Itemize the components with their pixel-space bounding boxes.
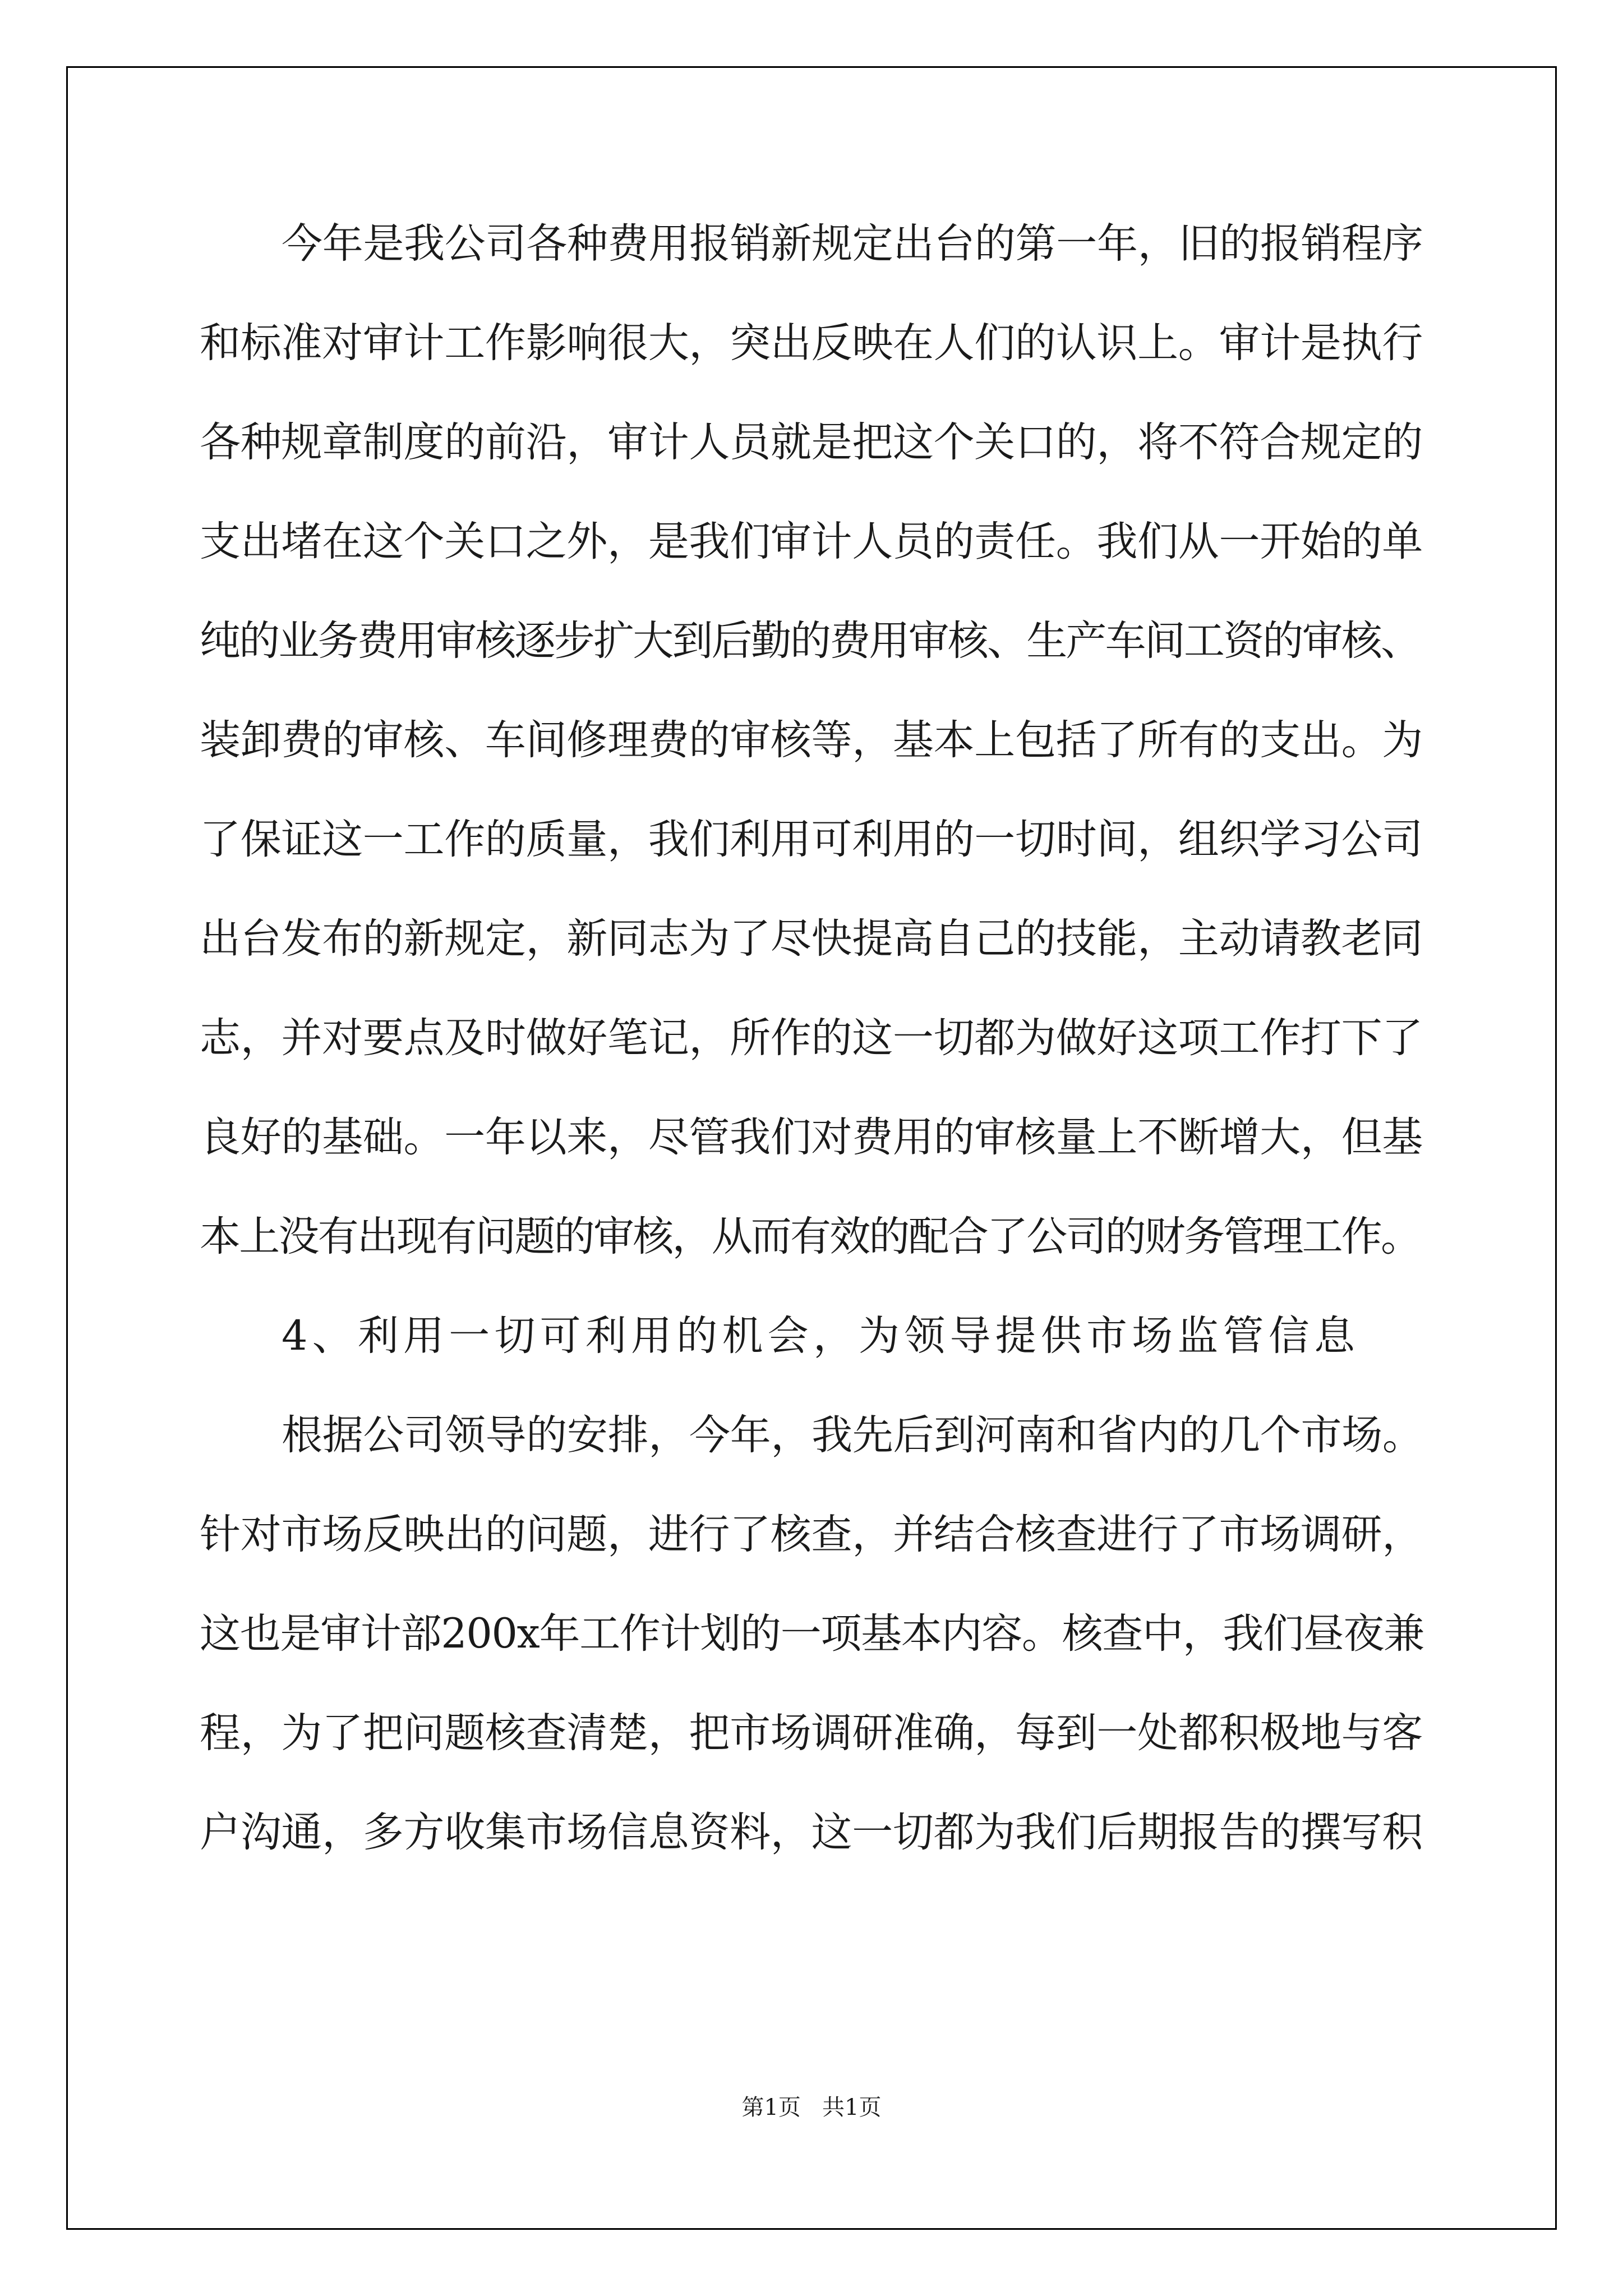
text-line-8: 出台发布的新规定，新同志为了尽快提高自己的技能，主动请教老同 <box>200 915 1423 963</box>
text-line-6: 装卸费的审核、车间修理费的审核等，基本上包括了所有的支出。为 <box>200 716 1423 764</box>
text-line-2: 和标准对审计工作影响很大，突出反映在人们的认识上。审计是执行 <box>200 319 1423 367</box>
text-line-1: 今年是我公司各种费用报销新规定出台的第一年，旧的报销程序 <box>282 220 1423 268</box>
text-line-3: 各种规章制度的前沿，审计人员就是把这个关口的，将不符合规定的 <box>200 418 1423 466</box>
text-line-7: 了保证这一工作的质量，我们利用可利用的一切时间，组织学习公司 <box>200 816 1423 863</box>
text-line-9: 志，并对要点及时做好笔记，所作的这一切都为做好这项工作打下了 <box>200 1014 1423 1062</box>
text-line-17: 户沟通，多方收集市场信息资料，这一切都为我们后期报告的撰写积 <box>200 1809 1423 1856</box>
text-line-5: 纯的业务费用审核逐步扩大到后勤的费用审核、生产车间工资的审核、 <box>200 617 1421 665</box>
text-line-10: 良好的基础。一年以来，尽管我们对费用的审核量上不断增大，但基 <box>200 1114 1423 1161</box>
text-line-11: 本上没有出现有问题的审核，从而有效的配合了公司的财务管理工作。 <box>200 1213 1421 1260</box>
text-line-16: 程，为了把问题核查清楚，把市场调研准确，每到一处都积极地与客 <box>200 1709 1423 1757</box>
text-line-13: 根据公司领导的安排，今年，我先后到河南和省内的几个市场。 <box>282 1411 1423 1459</box>
text-line-4: 支出堵在这个关口之外，是我们审计人员的责任。我们从一开始的单 <box>200 518 1423 565</box>
section-heading: 4、利用一切可利用的机会，为领导提供市场监管信息 <box>282 1312 1360 1360</box>
text-line-14: 针对市场反映出的问题，进行了核查，并结合核查进行了市场调研， <box>200 1511 1423 1558</box>
page-footer: 第1页 共1页 <box>741 2095 882 2120</box>
text-line-15: 这也是审计部200x年工作计划的一项基本内容。核查中，我们昼夜兼 <box>200 1610 1424 1658</box>
